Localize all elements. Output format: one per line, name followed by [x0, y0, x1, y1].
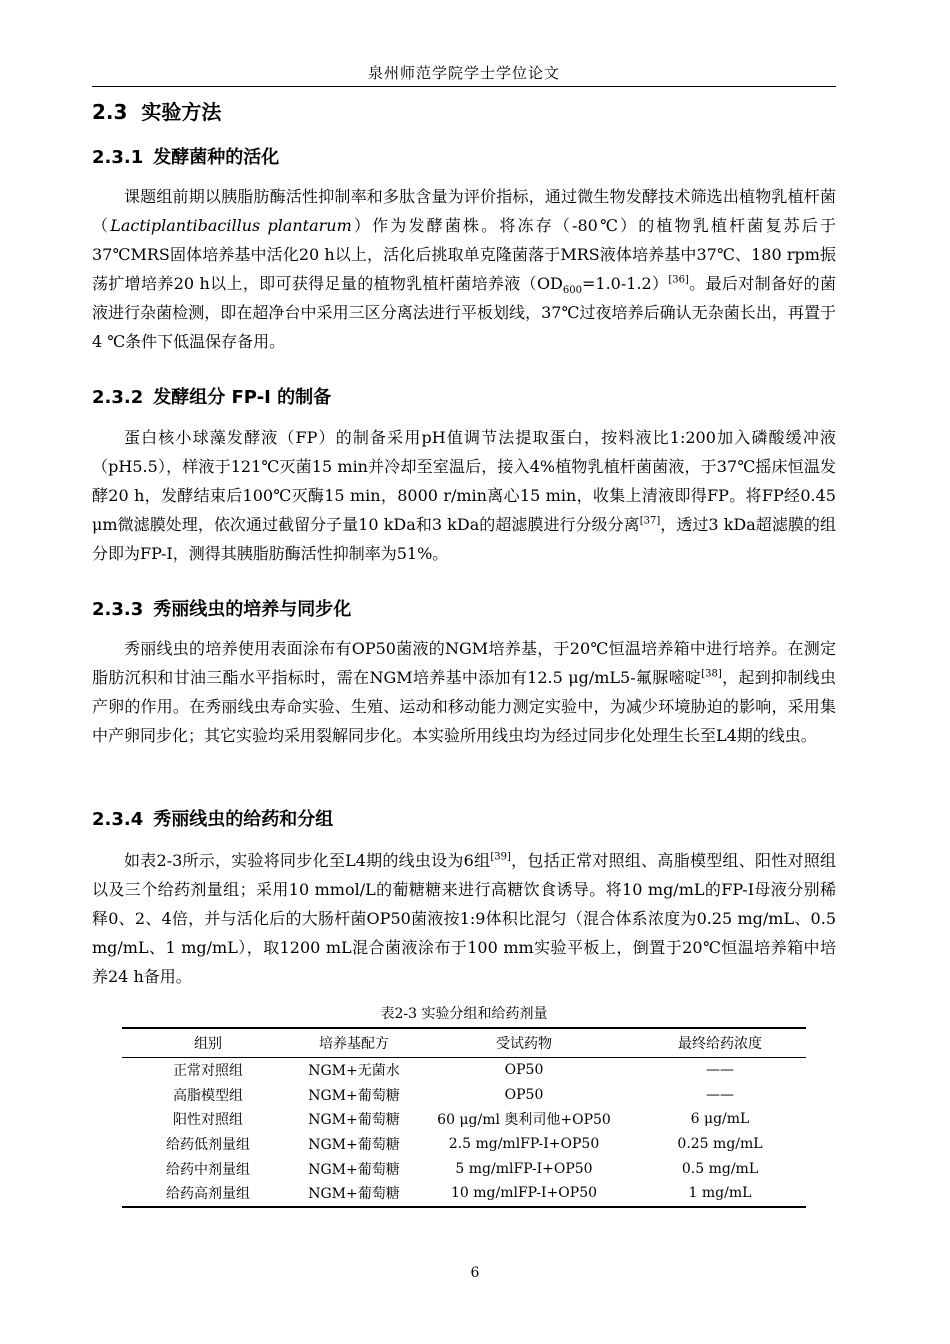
subsection-number: 2.3.2 [92, 387, 144, 408]
subsection-heading-2-3-4 [92, 805, 333, 831]
table-cell: 阳性对照组 [173, 1112, 243, 1129]
table-cell: —— [706, 1062, 734, 1079]
table-cell: NGM+葡萄糖 [308, 1161, 400, 1178]
table-cell: 高脂模型组 [173, 1087, 243, 1104]
table-cell: NGM+葡萄糖 [308, 1137, 400, 1154]
section-number: 2.3 [92, 100, 128, 124]
table-cell: 1 mg/mL [634, 1181, 806, 1207]
table-cell: 6 μg/mL [690, 1111, 750, 1128]
table-row [122, 1132, 806, 1157]
citation-ref: [37] [639, 515, 661, 527]
paragraph-2-3-1: 课题组前期以胰脂肪酶活性抑制率和多肽含量为评价指标，通过微生物发酵技术筛选出植物乳植杆菌（Lactiplantibacillus plantarum）作为发酵菌株。将冻存（-80℃）的植物乳植杆菌复苏后于37℃MRS固体培养基中活化20 h以上，活化后挑取单克隆菌落于MRS液体培养基中37℃、180 rpm振荡扩增培养20 h以上，即可获得足量的植物乳植杆菌培养液$(OD_{600}=1.0-1.2)[36]$。最后对制备好的菌液进行杂菌检测，即在超净台中采用三区分离法进行平板划线，37℃过夜培养后确认无杂菌长出，再置于4 ℃条件下低温保存备用。 [92, 187, 836, 351]
table-cell: —— [706, 1086, 734, 1103]
table-row [122, 1107, 806, 1132]
subsection-heading-2-3-3 [92, 595, 351, 621]
subsection-title: 秀丽线虫的培养与同步化 [153, 599, 352, 620]
table-cell: 给药高剂量组 [122, 1181, 294, 1207]
subsection-number: 2.3.1 [92, 147, 144, 168]
paragraph-2-3-3: 秀丽线虫的培养使用表面涂布有OP50菌液的NGM培养基，于20℃恒温培养箱中进行培养。在测定脂肪沉积和甘油三酯水平指标时，需在NGM培养基中添加有12.5 μg/mL5-氟脲嘧啶[38]，起到抑制线虫产卵的作用。在秀丽线虫寿命实验、生殖、运动和移动能力测定实验中，为减少环境胁迫的影响，采用集中产卵同步化；其它实验均采用裂解同步化。本实验所用线虫均为经过同步化处理生长至L4期的线虫。 [92, 639, 836, 745]
subsection-title: 秀丽线虫的给药和分组 [153, 809, 334, 830]
table-row [122, 1083, 806, 1108]
subsection-title: 发酵组分 FP-I 的制备 [153, 387, 332, 408]
table-cell: 正常对照组 [173, 1063, 243, 1080]
table-cell: 60 μg/ml 奥利司他+OP50 [437, 1112, 611, 1129]
table-cell: 2.5 mg/mlFP-I+OP50 [448, 1136, 600, 1153]
table-cell: 给药低剂量组 [166, 1137, 250, 1154]
table-caption: 表2-3 实验分组和给药剂量 [380, 1006, 548, 1022]
subsection-title: 发酵菌种的活化 [153, 147, 280, 168]
table-cell: 10 mg/mlFP-I+OP50 [414, 1181, 634, 1207]
citation-ref: [36] [668, 274, 689, 286]
dosage-table [122, 1027, 806, 1208]
citation-ref: [39] [490, 851, 511, 863]
header-rule [92, 86, 836, 87]
od-subscript: 600 [562, 285, 582, 297]
subsection-number: 2.3.3 [92, 599, 144, 620]
table-row [122, 1181, 806, 1207]
table-cell: 给药中剂量组 [166, 1161, 250, 1178]
citation-ref: [38] [701, 668, 722, 680]
subsection-heading-2-3-2 [92, 383, 331, 409]
paragraph-2-3-2: 蛋白核小球藻发酵液（FP）的制备采用pH值调节法提取蛋白，按料液比1:200加入磷酸缓冲液（pH5.5），样液于121℃灭菌15 min并冷却至室温后，接入4%植物乳植杆菌菌液，于37℃摇床恒温发酵20 h，发酵结束后100℃灭酶15 min，8000 r/min离心15 min，收集上清液即得FP。将FP经0.45 μm微滤膜处理，依次通过截留分子量10 kDa和3 kDa的超滤膜进行分级分离[37]，透过3 kDa超滤膜的组分即为FP-I，测得其胰脂肪酶活性抑制率为51%。 [92, 428, 836, 563]
table-row [122, 1058, 806, 1083]
subsection-heading-2-3-1 [92, 143, 279, 169]
table-cell: OP50 [504, 1086, 544, 1103]
section-title: 实验方法 [141, 100, 222, 124]
running-header: 泉州师范学院学士学位论文 [367, 64, 560, 82]
table-cell: NGM+葡萄糖 [294, 1181, 414, 1207]
subsection-number: 2.3.4 [92, 809, 144, 830]
section-heading [92, 96, 221, 125]
table-header-cell: 受试药物 [414, 1028, 634, 1058]
species-name: Lactiplantibacillus plantarum [110, 216, 352, 235]
table-row [122, 1156, 806, 1181]
table-cell: 0.25 mg/mL [677, 1136, 763, 1153]
table-cell: NGM+葡萄糖 [308, 1112, 400, 1129]
table-header-cell: 最终给药浓度 [634, 1028, 806, 1058]
table-cell: NGM+无菌水 [308, 1063, 400, 1080]
table-cell: NGM+葡萄糖 [308, 1087, 400, 1104]
page-number: 6 [470, 1265, 480, 1281]
table-cell: OP50 [504, 1062, 544, 1079]
table-header-row [122, 1028, 806, 1058]
paragraph-2-3-4: 如表2-3所示，实验将同步化至L4期的线虫设为6组[39]，包括正常对照组、高脂模型组、阳性对照组以及三个给药剂量组；采用10 mmol/L的葡糖糖来进行高糖饮食诱导。将10 mg/mL的FP-I母液分别稀释0、2、4倍，并与活化后的大肠杆菌OP50菌液按1:9体积比混匀（混合体系浓度为0.25 mg/mL、0.5 mg/mL、1 mg/mL），取1200 mL混合菌液涂布于100 mm实验平板上，倒置于20℃恒温培养箱中培养24 h备用。 [92, 851, 836, 986]
table-cell: 5 mg/mlFP-I+OP50 [455, 1160, 593, 1177]
table-cell: 0.5 mg/mL [681, 1160, 759, 1177]
table-header-cell: 组别 [122, 1028, 294, 1058]
table-header-cell: 培养基配方 [294, 1028, 414, 1058]
